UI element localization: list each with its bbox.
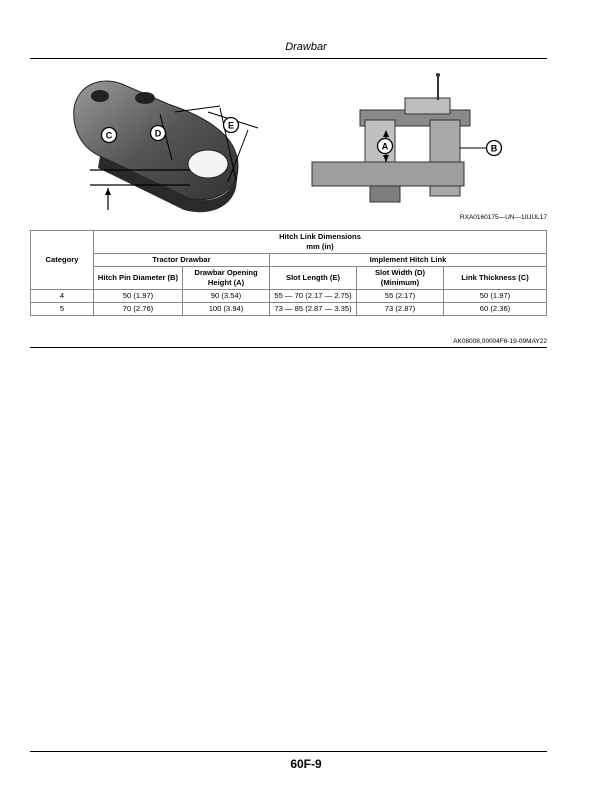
callout-c-label: C: [105, 130, 113, 141]
document-id: AK08008,00004F6-19-09MAY22: [453, 338, 547, 345]
table-title-line2: mm (in): [306, 242, 334, 251]
section-rule: [30, 347, 547, 348]
page-header-title: Drawbar: [285, 41, 327, 53]
column-header: Slot Width (D) (Minimum): [357, 267, 444, 290]
table-cell: 5: [31, 303, 94, 316]
header-rule: [30, 58, 547, 59]
table-cell: 55 — 70 (2.17 — 2.75): [270, 290, 357, 303]
table-cell: 50 (1.97): [444, 290, 547, 303]
column-header: Hitch Pin Diameter (B): [94, 267, 183, 290]
table-cell: 100 (3.94): [183, 303, 270, 316]
table-cell: 73 (2.87): [357, 303, 444, 316]
group-tractor-drawbar: Tractor Drawbar: [94, 254, 270, 267]
table-cell: 55 (2.17): [357, 290, 444, 303]
column-header: Drawbar Opening Height (A): [183, 267, 270, 290]
table-cell: 73 — 85 (2.87 — 3.35): [270, 303, 357, 316]
table-row: [31, 290, 547, 303]
table-cell: 70 (2.76): [94, 303, 183, 316]
group-implement-hitch-link: Implement Hitch Link: [270, 254, 547, 267]
table-title: [94, 231, 547, 254]
callout-e-label: E: [227, 120, 235, 131]
table-cell: 90 (3.54): [183, 290, 270, 303]
drawbar-opening-illustration: [310, 70, 550, 210]
hitch-link-illustration: [60, 70, 280, 215]
footer-rule: [30, 751, 547, 752]
callout-a-label: A: [381, 141, 389, 152]
table-cell: 60 (2.36): [444, 303, 547, 316]
table-cell: 4: [31, 290, 94, 303]
page-number: 60F-9: [290, 757, 322, 771]
column-header: Slot Length (E): [270, 267, 357, 290]
table-cell: 50 (1.97): [94, 290, 183, 303]
callout-d-label: D: [154, 128, 162, 139]
figure-id: RXA0160175—UN—10JUL17: [459, 214, 547, 221]
category-header: Category: [31, 231, 94, 290]
table-row: [31, 303, 547, 316]
callout-b-label: B: [490, 143, 498, 154]
table-title-line1: Hitch Link Dimensions: [279, 232, 361, 241]
hitch-link-dimensions-table: [30, 230, 547, 316]
column-header: Link Thickness (C): [444, 267, 547, 290]
